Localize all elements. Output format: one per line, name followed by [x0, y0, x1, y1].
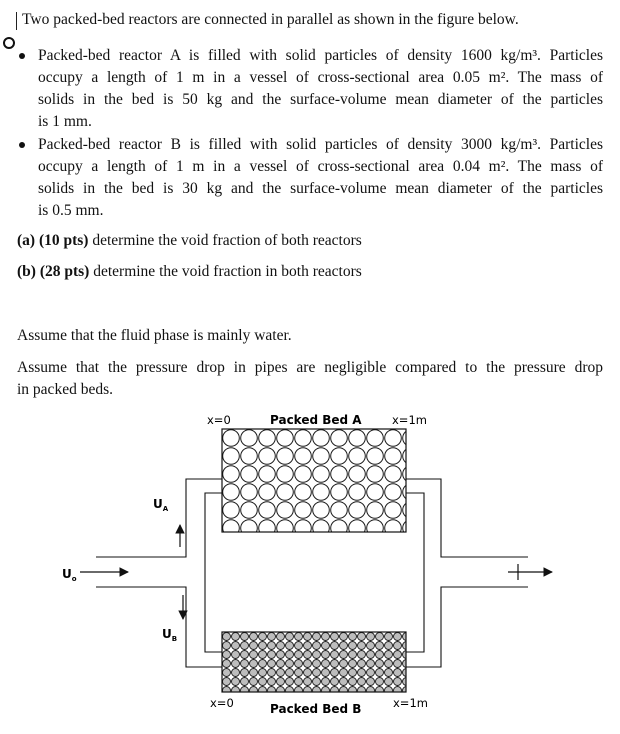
- packed-bed-b: [222, 632, 406, 692]
- reactor-a-line: occupy a length of 1 m in a vessel of cross-sectional area 0.05 m². The mass of: [38, 69, 603, 86]
- inlet-velocity-symbol: U: [62, 567, 72, 581]
- question-a-label: (a): [17, 232, 36, 249]
- assumption-water: Assume that the fluid phase is mainly water.: [17, 327, 292, 344]
- assumption-line: Assume that the pressure drop in pipes are negligible compared to the pressure drop: [17, 359, 603, 376]
- bed-b-start-label: x=0: [210, 696, 234, 710]
- question-b-label: (b): [17, 263, 36, 280]
- bed-b-end-label: x=1m: [393, 696, 428, 710]
- bed-a-end-label: x=1m: [392, 413, 427, 427]
- lower-branch-velocity-label: [162, 627, 177, 643]
- upper-velocity-subscript: A: [162, 505, 169, 513]
- bed-b-title: Packed Bed B: [270, 702, 362, 716]
- reactor-b-line: occupy a length of 1 m in a vessel of cross-sectional area 0.04 m². The mass of: [38, 158, 603, 175]
- lower-velocity-subscript: B: [171, 635, 178, 643]
- assumption-line: in packed beds.: [17, 381, 113, 398]
- bed-a-title: Packed Bed A: [270, 413, 362, 427]
- question-b-points: (28 pts): [39, 263, 90, 280]
- reactor-b-line: Packed-bed reactor B is filled with solid particles of density 3000 kg/m³. Particles: [38, 136, 603, 153]
- lower-velocity-symbol: U: [162, 627, 172, 641]
- upper-velocity-symbol: U: [153, 497, 163, 511]
- question-a-text: determine the void fraction of both reactors: [92, 232, 362, 249]
- reactor-b-line: is 0.5 mm.: [38, 202, 104, 219]
- reactor-b-line: solids in the bed is 30 kg and the surface-volume mean diameter of the particles: [38, 180, 603, 197]
- reactor-a-line: solids in the bed is 50 kg and the surface-volume mean diameter of the particles: [38, 91, 603, 108]
- bed-a-start-label: x=0: [207, 413, 231, 427]
- question-a-points: (10 pts): [38, 232, 89, 249]
- intro-text: Two packed-bed reactors are connected in parallel as shown in the figure below.: [22, 11, 519, 28]
- reactor-a-line: Packed-bed reactor A is filled with solid particles of density 1600 kg/m³. Particles: [38, 47, 603, 64]
- inlet-velocity-subscript: o: [71, 575, 77, 583]
- reactor-a-line: is 1 mm.: [38, 113, 92, 130]
- question-b-text: determine the void fraction in both reactors: [93, 263, 362, 280]
- packed-bed-a: [222, 429, 406, 532]
- inlet-velocity-label: [62, 567, 77, 583]
- upper-branch-velocity-label: [153, 497, 169, 513]
